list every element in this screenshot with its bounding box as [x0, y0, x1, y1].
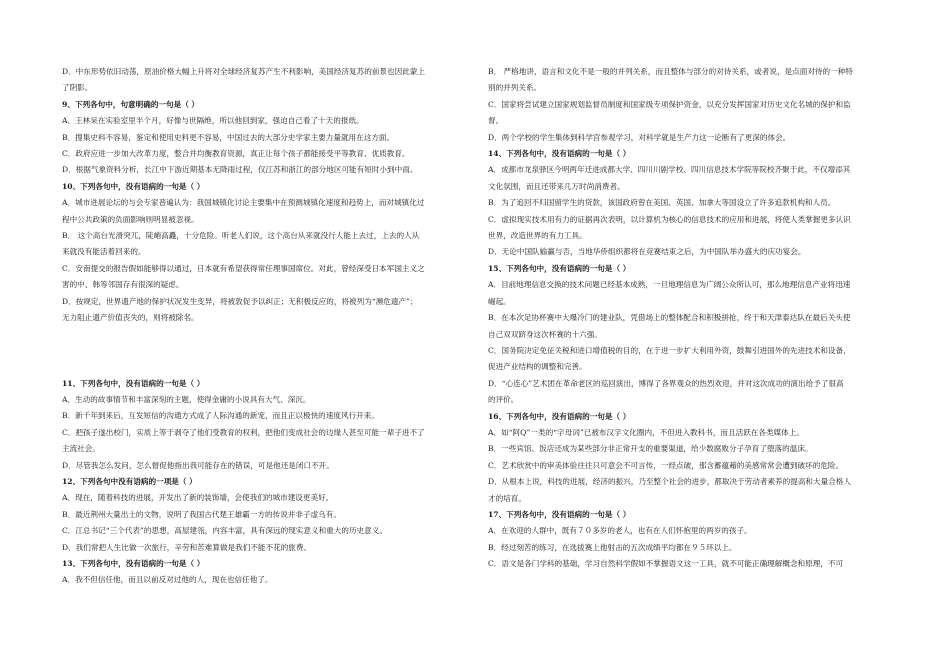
text-line: B．经过刻苦的练习，在选拔赛上他射击的五次成绩平均都在９５环以上。: [488, 542, 737, 552]
text-line: D．两个学校的学生集体到科学宫参观学习，对科学就是生产力这一论断有了更深的体会。: [488, 132, 791, 142]
text-line: A．现在，随着科技的进展，开发出了新的装饰墙，会使我们的城市建设更美好。: [62, 493, 334, 503]
text-line: C．江总书记“三个代表”的思想，高屋建瓴，内容丰富，具有深远的现实意义和重大的历史意义。: [62, 526, 387, 536]
text-line: D．根据气象资料分析，长江中下游近期基本无降雨过程，仅江苏和浙江的部分地区可能有短时小到中雨。: [62, 165, 418, 175]
text-line: A．在欢迎的人群中，既有７０多岁的老人，也有在人们怀抱里的两岁的孩子。: [488, 526, 752, 536]
text-line: D．“心连心”艺术团在革命老区的巡回演出，博得了各界观众的热烈欢迎，并对这次成功的演出给予了很高: [488, 378, 844, 388]
text-line: B．搜集史料不容易，鉴定和使用史料更不容易，中国过去的大部分史学家主要力量就用在这方面。: [62, 132, 395, 142]
text-line: B． 严格地讲，语言和文化不是一般的并列关系，而且整体与部分的对待关系，或者说，是点面对待的一种特: [488, 67, 853, 76]
text-line: A．成都市龙泉驿区今明两年迁进成都大学、四川川剧学校、四川信息技术学院等院校齐聚于此，不仅增添其: [488, 165, 851, 175]
left-column: [62, 64, 467, 589]
column-gap: [62, 327, 467, 376]
text-line: 程中公共政策的负面影响则明显被忽视。: [62, 214, 199, 224]
text-line: C．语文是各门学科的基础，学习自然科学假如不掌握语文这一工具，就不可能正确理解概念和原理，不可: [488, 559, 844, 569]
text-line: A．目前地理信息交换的技术问题已经基本成熟，一旦地理信息为广阔公众所认可，那么地理信息产业将迅速: [488, 280, 851, 290]
question-title: 9、下列各句中，句意明确的一句是（ ）: [62, 99, 200, 109]
text-line: 无力阻止遗产价值丧失的，则将被除名。: [62, 313, 199, 323]
text-line: 世界，改造世界的有力工具。: [488, 231, 587, 241]
text-line: D．我们常把人生比做一次旅行，辛劳和苦难算做是我们不能不花的旅费。: [62, 542, 312, 552]
text-line: D．中东形势依旧动荡，原油价格大幅上升将对全球经济复苏产生不利影响，美国经济复苏的前景也因此蒙上: [62, 67, 425, 76]
text-line: B．新千年到来后，互发短信的沟通方式成了人际沟通的新宠，而且正以极快的速度风行开来。: [62, 411, 379, 421]
text-line: A．我不但信任他，而且以前反对过他的人，现在也信任他了。: [62, 575, 273, 585]
text-line: A．王林呆在实验室里半个月，好像与世隔绝，所以他回到家，强迫自己看了十天的报纸。: [62, 116, 364, 126]
text-line: D．从根本上说，科技的进展，经济的振兴，乃至整个社会的进步，都取决于劳动者素养的提高和大量合格人: [488, 477, 851, 487]
text-line: C．安南提交的报告假如能够得以通过，日本就有希望获得常任理事国席位。对此，曾经深受日本军国主义之: [62, 263, 425, 273]
text-line: C．艺术欣赏中的审美体验往往只可意会不可言传，一经点破，那含蓄蕴藉的美感常常会遭到破坏的危险。: [488, 460, 844, 470]
question-title: 14、下列各句中，没有语病的一句是（ ）: [488, 149, 631, 159]
text-line: B． 这个高台光滑突兀，陡峭高矗，十分危险。听老人们说，这个高台从来就没行人能上去过，上去的人从: [62, 231, 420, 241]
text-line: B．一些宾馆、饭店还成为某些部分非正常开支的重要渠道，给少数腐败分子孕育了堕落的温床。: [488, 444, 813, 454]
text-line: A．生动的故事情节和丰富深刻的主题，使得金庸的小说具有大气、深沉。: [62, 394, 311, 404]
text-line: 文化氛围，而且还带来几万时尚消费者。: [488, 181, 625, 191]
question-title: 10、下列各句中，没有语病的一句是（ ）: [62, 181, 205, 191]
text-line: A．如“阿Q”一类的“字母词”已被布汉字文化圈内，不但进入教科书，而且活跃在各类媒体上。: [488, 427, 804, 437]
question-title: 17、下列各句中，没有语病的一句是（ ）: [488, 509, 631, 519]
text-line: 别的并列关系。: [488, 83, 542, 93]
question-title: 15、下列各句中，没有语病的一句是（ ）: [488, 263, 631, 273]
question-title: 11、下列各句中，没有语病的一句是（ ）: [62, 378, 205, 388]
text-line: D．尽管我怎么发问，怎么督促他指出我可能存在的错误，可是他还是闭口不开。: [62, 460, 334, 470]
text-line: 自己双双跻身这次杯赛的十六强。: [488, 329, 602, 339]
text-line: B．最近荆州大量出土的文物，说明了我国古代楚王雄霸一方的传说并非子虚乌有。: [62, 509, 341, 519]
text-line: 崛起。: [488, 296, 511, 306]
text-line: 主流社会。: [62, 444, 100, 454]
question-title: 13、下列各句中，没有语病的一句是（ ）: [62, 558, 205, 568]
question-title: 12、下列各句中没有语病的一项是（ ）: [62, 476, 197, 486]
text-line: 来就没有能活着回来的。: [62, 247, 146, 257]
text-line: C．把孩子遂出校门，实质上等于剥夺了他们受教育的权利，把他们变成社会的边缘人甚至可能一辈子进不了: [62, 427, 425, 437]
text-line: 害的中、韩等邻国存有很深的疑虑。: [62, 280, 184, 290]
text-line: 的评价。: [488, 395, 519, 405]
text-line: C．国务院决定免征关税和进口增值税的目的，在于进一步扩大利用外资，鼓舞引进国外的先进技术和设备，: [488, 345, 851, 355]
text-line: C．政府应进一步加大改革力度，整合并均衡教育资源，真正让每个孩子都能接受平等教育、优质教育。: [62, 149, 410, 159]
text-line: 督。: [488, 116, 504, 126]
left-column-top-block: [62, 64, 467, 327]
text-line: C．国家将尝试建立国家规划监督员制度和国家级专项保护资金，以充分发挥国家对历史文化名城的保护和监: [488, 99, 851, 109]
text-line: C．虚拟现实技术用有力的证据再次表明，以计算机为核心的信息技术的应用和进展，将使人类掌握更多认识: [488, 214, 851, 224]
right-column-block: [488, 64, 893, 573]
text-line: D．无论中国队输赢与否，当地华侨组织都将在竞赛结束之后，为中国队举办盛大的庆功宴会。: [488, 247, 806, 257]
right-column: [488, 64, 893, 573]
question-title: 16、下列各句中，没有语病的一句是（ ）: [488, 411, 631, 421]
text-line: 促进产业结构的调整和完善。: [488, 362, 587, 372]
text-line: 了阴影。: [62, 83, 93, 93]
text-line: B．为了追回不归国留学生的贷款，该国政府曾在美国、英国、加拿大等国设立了许多追款机构和人员。: [488, 198, 836, 208]
text-line: 才的培育。: [488, 493, 526, 503]
text-line: B．在本次足协杯赛中大爆冷门的建业队，凭借场上的整体配合和积极拼抢，终于和天津泰达队在最后关头使: [488, 313, 851, 323]
left-column-bottom-block: [62, 376, 467, 589]
text-line: D．按规定，世界遗产地的保护状况发生变异，将被敦促予以纠正；无积极反应的，将被列为“濒危遗产”；: [62, 296, 418, 306]
text-line: A．城市进展论坛的与会专家普遍认为：我国城镇化讨论主要集中在预测城镇化速度和趋势上，而对城镇化过: [62, 198, 425, 208]
